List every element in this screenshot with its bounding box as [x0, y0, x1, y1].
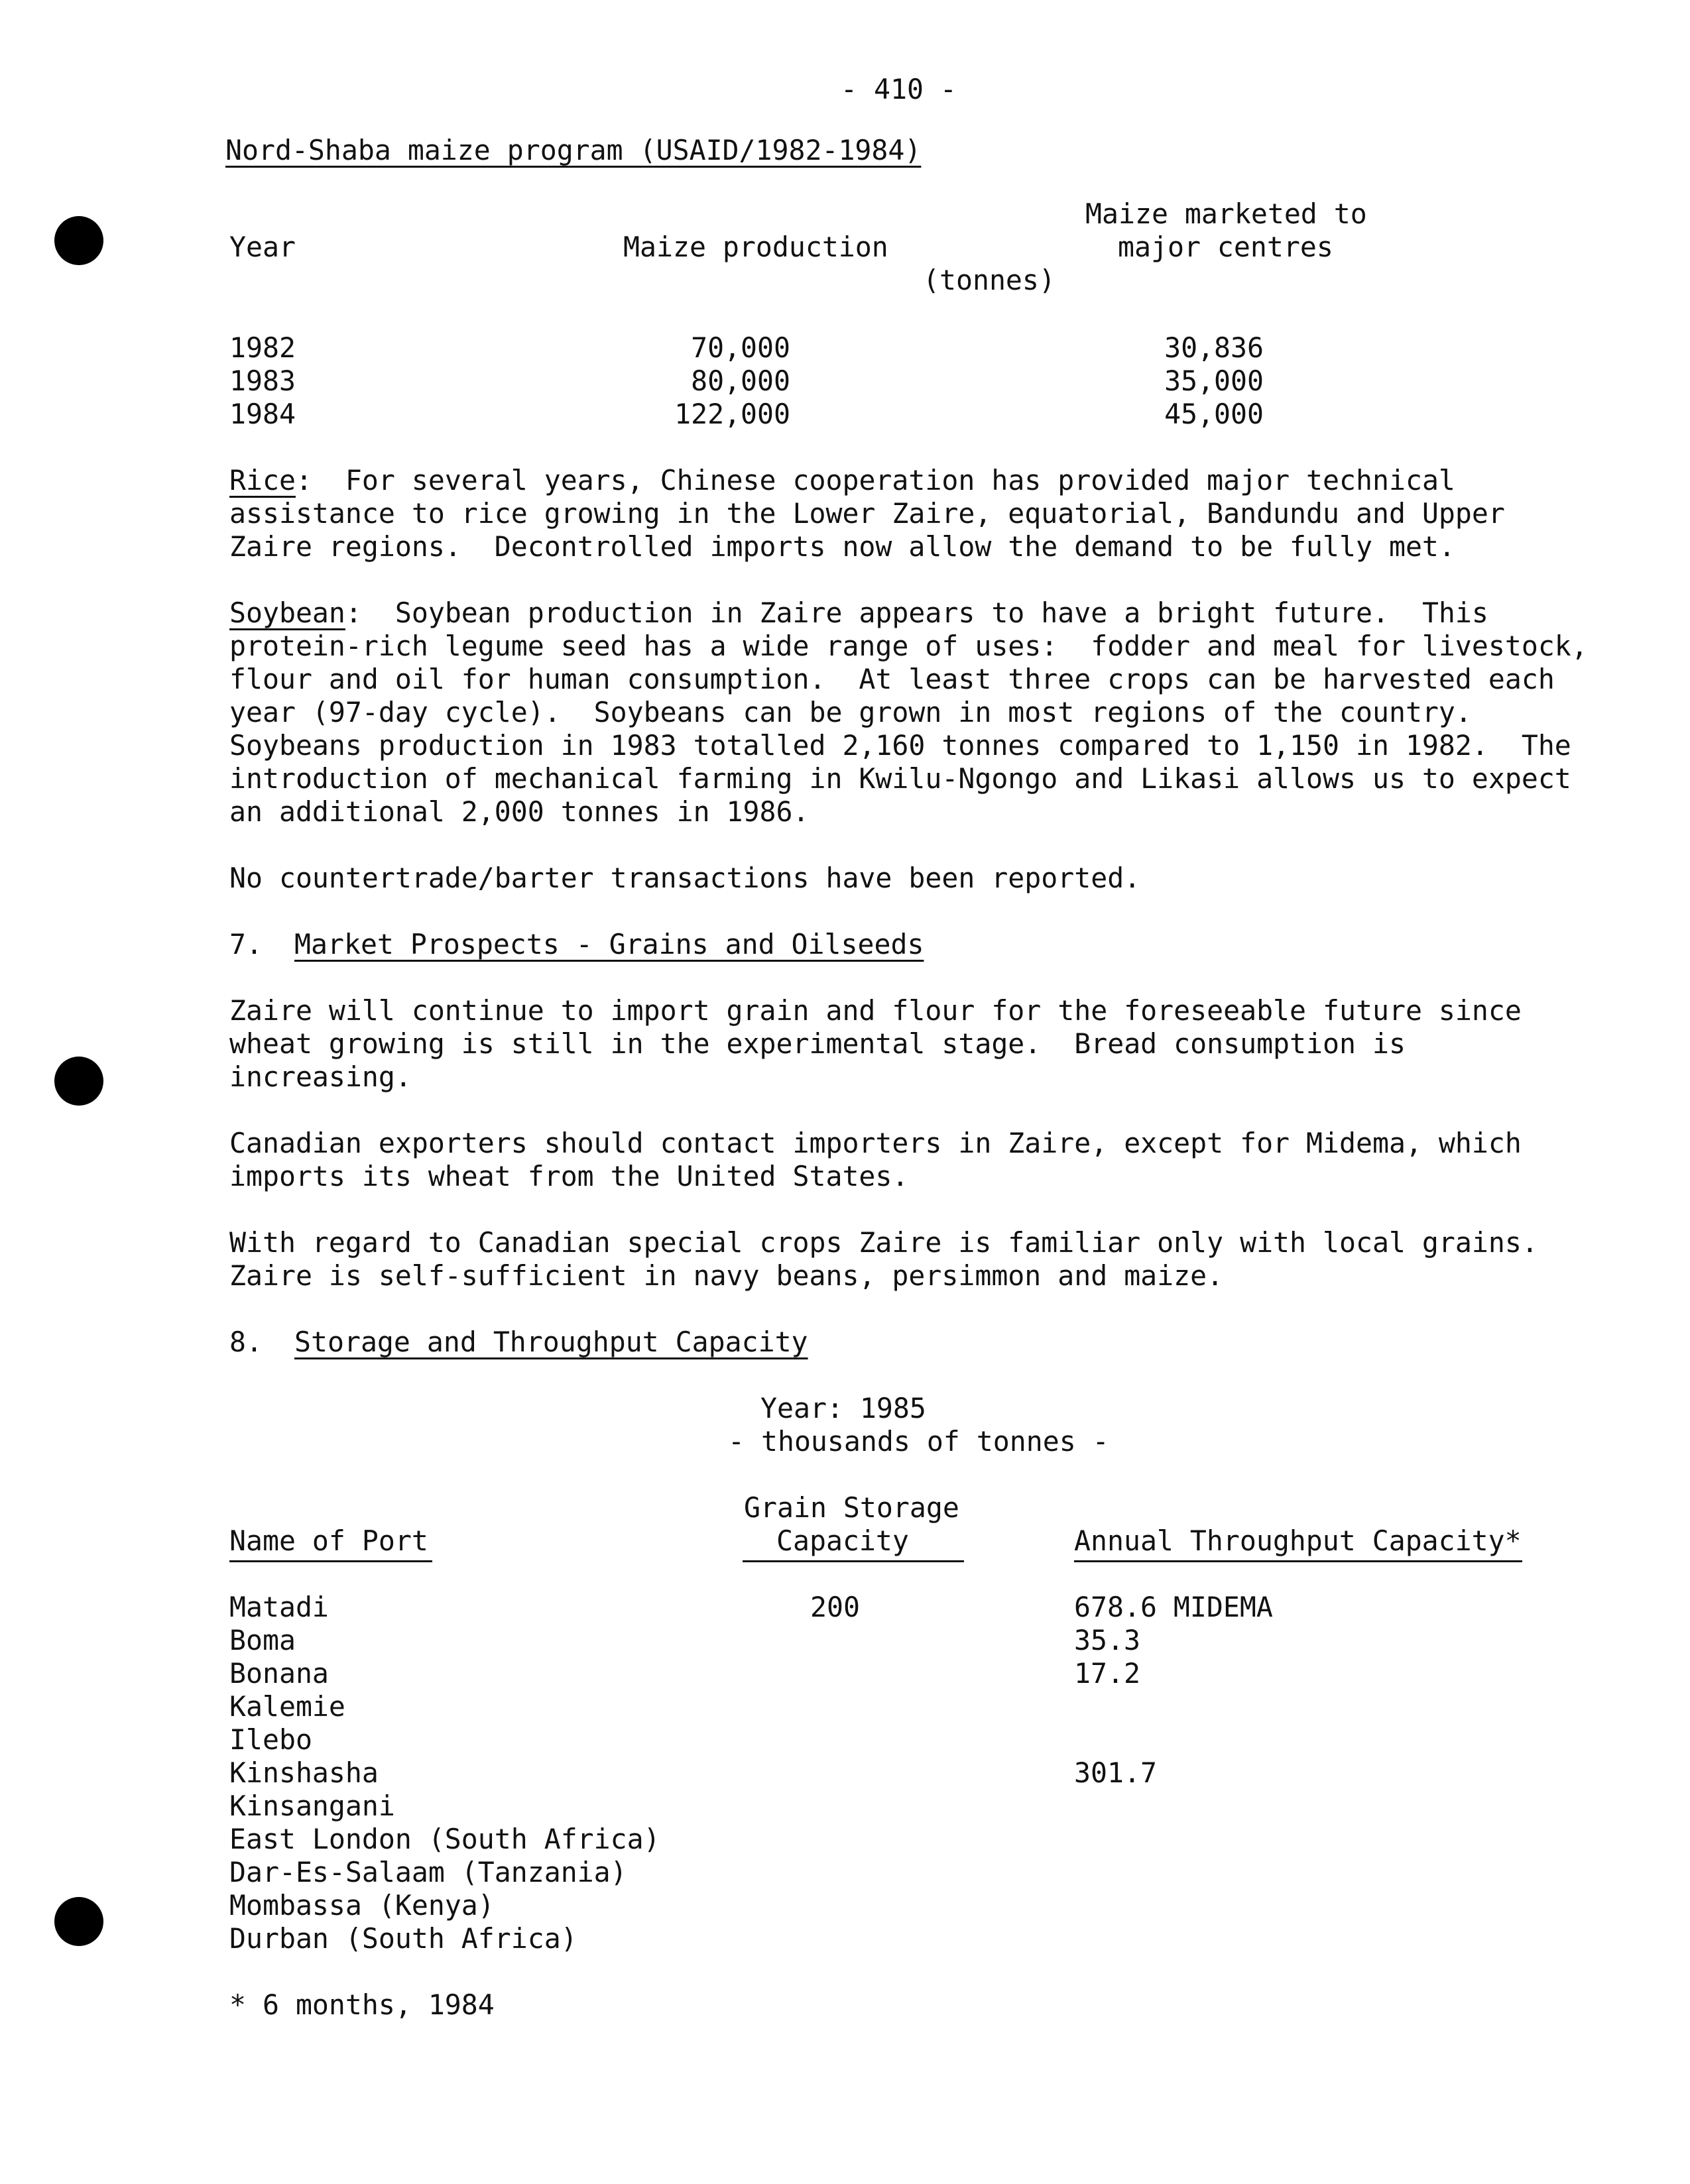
- soybean-line-6: introduction of mechanical farming in Kwilu-Ngongo and Likasi allows us to expect: [229, 762, 1571, 795]
- rice-line-3: Zaire regions. Decontrolled imports now allow the demand to be fully met.: [229, 530, 1455, 563]
- soybean-line-2: protein-rich legume seed has a wide range of uses: fodder and meal for livestock,: [229, 630, 1588, 662]
- section-7-title: Market Prospects - Grains and Oilseeds: [294, 928, 924, 960]
- section-7-number: 7.: [229, 928, 263, 960]
- storage-col-throughput: Annual Throughput Capacity*: [1074, 1524, 1522, 1557]
- page-number: - 410 -: [841, 73, 957, 105]
- section-8-number: 8.: [229, 1326, 263, 1358]
- maize-col-production: Maize production: [623, 231, 888, 263]
- port-name-cell: Dar-Es-Salaam (Tanzania): [229, 1856, 627, 1888]
- port-name-cell: Kinshasha: [229, 1756, 379, 1789]
- port-header-rule: [229, 1560, 432, 1562]
- port-name-cell: Boma: [229, 1624, 296, 1656]
- port-name-cell: East London (South Africa): [229, 1823, 660, 1855]
- maize-marketed-cell: 35,000: [1164, 365, 1264, 397]
- maize-production-cell: 80,000: [691, 365, 790, 397]
- maize-production-cell: 122,000: [674, 398, 790, 430]
- storage-unit-line: - thousands of tonnes -: [728, 1425, 1109, 1458]
- port-name-cell: Matadi: [229, 1591, 329, 1623]
- maize-year-cell: 1984: [229, 398, 296, 430]
- punch-hole-bottom: [54, 1897, 103, 1946]
- section-8-title: Storage and Throughput Capacity: [294, 1326, 808, 1358]
- maize-program-title: Nord-Shaba maize program (USAID/1982-1984): [225, 134, 922, 166]
- maize-year-cell: 1983: [229, 365, 296, 397]
- port-name-cell: Mombassa (Kenya): [229, 1889, 495, 1922]
- paragraph-line: Zaire is self-sufficient in navy beans, persimmon and maize.: [229, 1259, 1224, 1292]
- throughput-cell: 17.2: [1074, 1657, 1140, 1690]
- rice-line-2: assistance to rice growing in the Lower Zaire, equatorial, Bandundu and Upper: [229, 497, 1505, 530]
- maize-year-cell: 1982: [229, 331, 296, 364]
- soybean-line-3: flour and oil for human consumption. At least three crops can be harvested each: [229, 663, 1555, 695]
- port-name-cell: Kalemie: [229, 1690, 345, 1723]
- storage-cell: 200: [810, 1591, 860, 1623]
- storage-year-line: Year: 1985: [760, 1392, 926, 1424]
- storage-header-rule: [743, 1560, 964, 1562]
- paragraph-line: With regard to Canadian special crops Zaire is familiar only with local grains.: [229, 1226, 1538, 1259]
- maize-marketed-cell: 30,836: [1164, 331, 1264, 364]
- paragraph-line: wheat growing is still in the experimental stage. Bread consumption is: [229, 1027, 1406, 1060]
- paragraph-line: imports its wheat from the United States.: [229, 1160, 909, 1192]
- throughput-cell: 301.7: [1074, 1756, 1157, 1789]
- soybean-line-7: an additional 2,000 tonnes in 1986.: [229, 795, 810, 828]
- storage-col-storage-line2: Capacity: [776, 1524, 909, 1557]
- maize-col-marketed-line2: major centres: [1118, 231, 1333, 263]
- paragraph-line: Canadian exporters should contact importers in Zaire, except for Midema, which: [229, 1127, 1522, 1159]
- soybean-label: Soybean: [229, 597, 345, 629]
- soybean-line-4: year (97-day cycle). Soybeans can be grown in most regions of the country.: [229, 696, 1472, 728]
- punch-hole-middle: [54, 1057, 103, 1106]
- punch-hole-top: [54, 216, 103, 265]
- paragraph-line: increasing.: [229, 1061, 412, 1093]
- paragraph-line: Zaire will continue to import grain and flour for the foreseeable future since: [229, 994, 1522, 1027]
- maize-unit: (tonnes): [923, 264, 1056, 296]
- maize-col-year: Year: [229, 231, 296, 263]
- port-name-cell: Durban (South Africa): [229, 1922, 577, 1955]
- maize-marketed-cell: 45,000: [1164, 398, 1264, 430]
- port-name-cell: Bonana: [229, 1657, 329, 1690]
- footnote: * 6 months, 1984: [229, 1988, 495, 2021]
- throughput-cell: 35.3: [1074, 1624, 1140, 1656]
- throughput-cell: 678.6 MIDEMA: [1074, 1591, 1273, 1623]
- maize-col-marketed-line1: Maize marketed to: [1085, 198, 1367, 230]
- storage-col-port: Name of Port: [229, 1524, 428, 1557]
- port-name-cell: Ilebo: [229, 1723, 312, 1756]
- throughput-header-rule: [1074, 1560, 1522, 1562]
- storage-col-storage-line1: Grain Storage: [744, 1491, 959, 1524]
- countertrade-note: No countertrade/barter transactions have been reported.: [229, 862, 1141, 894]
- rice-line-1: Rice: For several years, Chinese cooperation has provided major technical: [229, 464, 1455, 496]
- port-name-cell: Kinsangani: [229, 1790, 395, 1822]
- maize-production-cell: 70,000: [691, 331, 790, 364]
- soybean-line-5: Soybeans production in 1983 totalled 2,160 tonnes compared to 1,150 in 1982. The: [229, 729, 1571, 762]
- soybean-line-1: Soybean: Soybean production in Zaire appears to have a bright future. This: [229, 597, 1488, 629]
- rice-label: Rice: [229, 464, 296, 496]
